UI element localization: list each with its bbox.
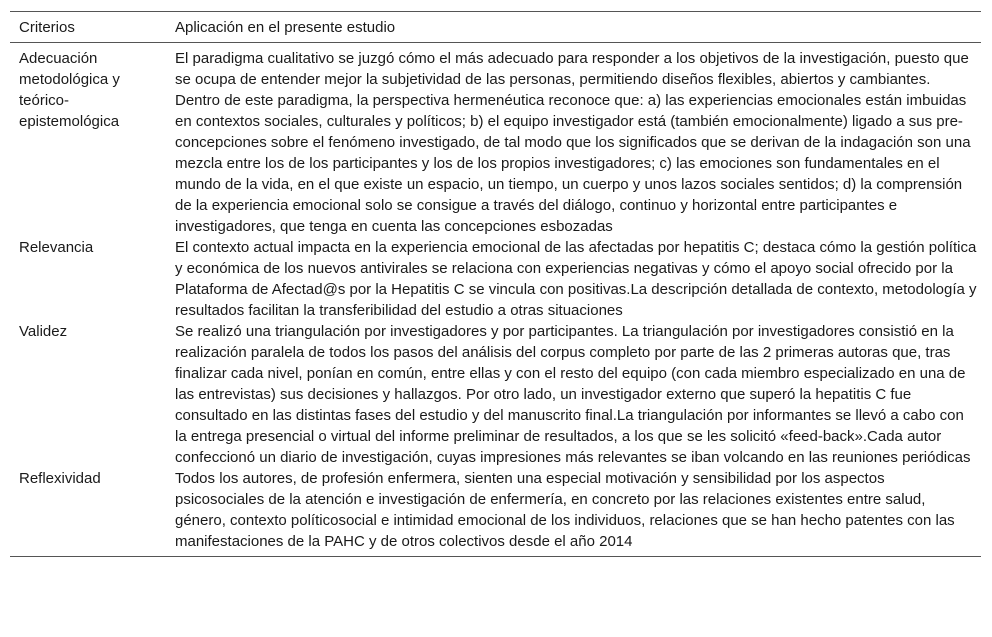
table-row — [10, 468, 981, 557]
row-aplicacion: El contexto actual impacta en la experiencia emocional de las afectadas por hepatitis C; destaca cómo la gestión política y económica de los nuevos antivirales se relaciona con experiencias negativas y cómo el apoyo social ofrecido por la Plataforma de Afectad@s por la Hepatitis C se vincula con positivas.La descripción detallada de contexto, metodología y resultados facilitan la transferibilidad del estudio a otras situaciones — [175, 239, 977, 319]
table-row — [10, 321, 981, 468]
row-criterio: Reflexividad — [19, 470, 101, 487]
row-criterio: Relevancia — [19, 239, 94, 256]
table-header-row — [10, 12, 981, 43]
header-criterios: Criterios — [19, 19, 75, 36]
table-row — [10, 43, 981, 238]
row-criterio: Adecuación metodológica y teórico-epistemológica — [19, 50, 120, 130]
row-aplicacion: Todos los autores, de profesión enfermera, sienten una especial motivación y sensibilidad por los aspectos psicosociales de la atención e investigación de enfermería, en concreto por las relaciones existentes entre salud, género, contexto políticosocial e intimidad emocional de los individuos, relaciones que se han hecho patentes con las manifestaciones de la PAHC y de otros colectivos desde el año 2014 — [175, 470, 955, 550]
criteria-table-container — [10, 11, 981, 557]
row-criterio: Validez — [19, 323, 68, 340]
row-aplicacion: Se realizó una triangulación por investigadores y por participantes. La triangulación por investigadores consistió en la realización paralela de todos los pasos del análisis del corpus completo por parte de las 2 primeras autoras que, tras finalizar cada nivel, ponían en común, entre ellas y con el resto del equipo (con cada miembro especializado en una de las entrevistas) sus decisiones y hallazgos. Por otro lado, un investigador externo que superó la hepatitis C fue consultado en las distintas fases del estudio y del manuscrito final.La triangulación por informantes se llevó a cabo con la entrega presencial o virtual del informe preliminar de resultados, a los que se les solicitó «feed-back».Cada autor confeccionó un diario de investigación, cuyas impresiones más relevantes se iban volcando en las reuniones periódicas — [175, 323, 971, 466]
header-aplicacion: Aplicación en el presente estudio — [175, 19, 396, 36]
row-aplicacion: El paradigma cualitativo se juzgó cómo el más adecuado para responder a los objetivos de la investigación, puesto que se ocupa de entender mejor la subjetividad de las personas, permitiendo diseños flexibles, abiertos y cambiantes. Dentro de este paradigma, la perspectiva hermenéutica reconoce que: a) las experiencias emocionales están imbuidas en contextos sociales, culturales y políticos; b) el equipo investigador está (también emocionalmente) ligado a sus pre-concepciones sobre el fenómeno investigado, de tal modo que los significados que se derivan de la indagación son una mezcla entre los de los participantes y los de los propios investigadores; c) las emociones son fundamentales en el mundo de la vida, en el que existe un espacio, un tiempo, un cuerpo y unos lazos sociales sentidos; d) la comprensión de la experiencia emocional solo se consigue a través del diálogo, continuo y horizontal entre participantes e investigadores, que tenga en cuenta las concepciones esbozadas — [175, 50, 971, 235]
criteria-table — [10, 11, 981, 557]
table-row — [10, 237, 981, 321]
